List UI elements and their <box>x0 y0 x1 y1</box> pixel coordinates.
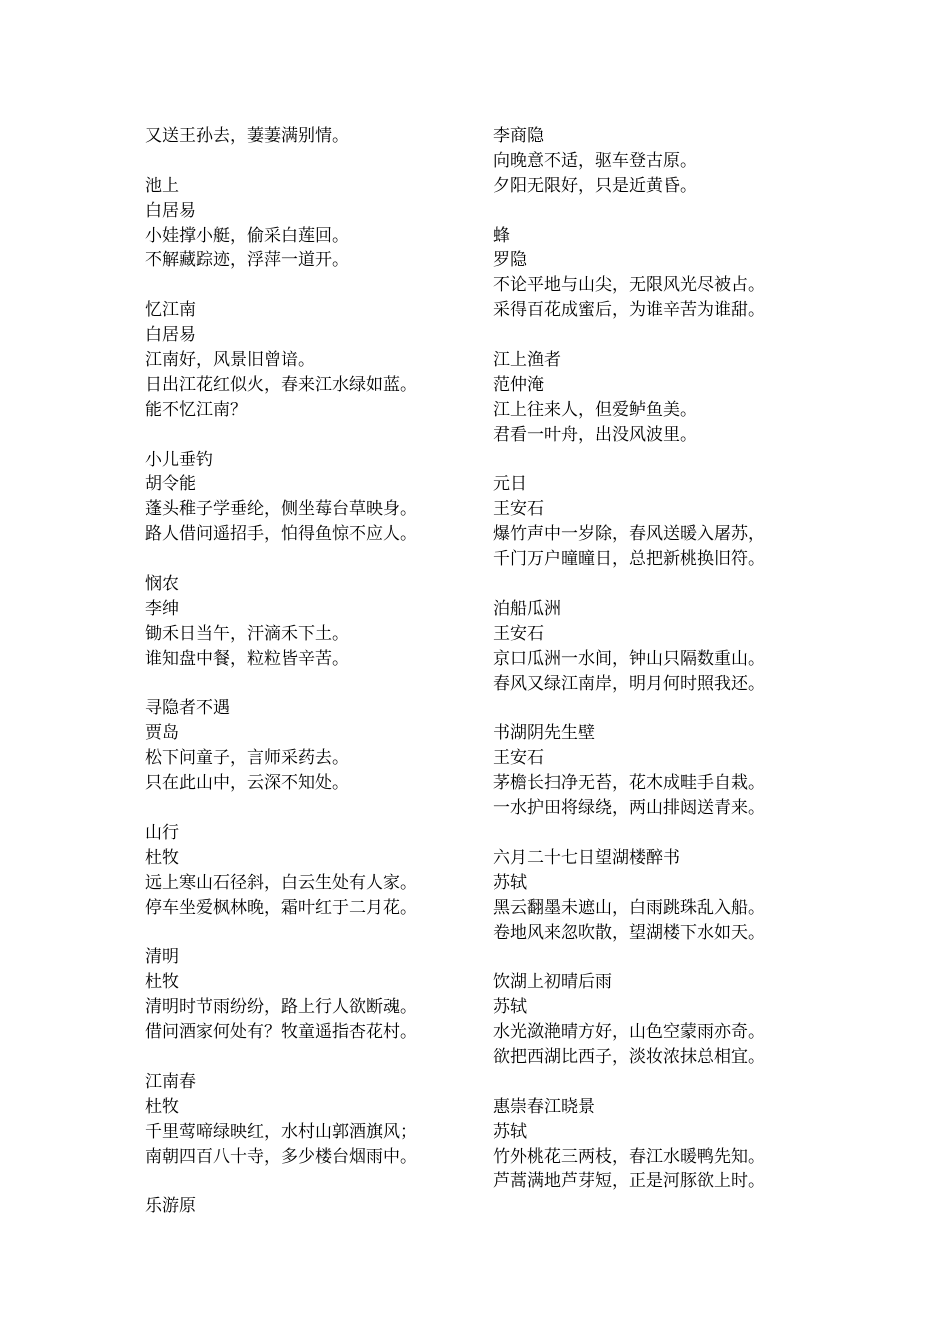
left-text-line: 江南春 <box>145 1071 196 1092</box>
left-text-line: 清明 <box>145 947 179 968</box>
left-text-line: 不解藏踪迹，浮萍一道开。 <box>145 250 349 271</box>
right-text-line: 欲把西湖比西子，淡妆浓抹总相宜。 <box>493 1046 765 1067</box>
right-text-line: 京口瓜洲一水间，钟山只隔数重山。 <box>493 648 765 669</box>
left-text-line: 松下问童子，言师采药去。 <box>145 748 349 769</box>
right-column <box>493 124 823 1194</box>
right-text-line: 江上渔者 <box>493 350 561 371</box>
left-text-line: 小娃撑小艇，偷采白莲回。 <box>145 225 349 246</box>
left-text-line: 又送王孙去，萋萋满别情。 <box>145 126 349 146</box>
right-text-line: 泊船瓜洲 <box>493 598 561 619</box>
left-text-line: 乐游原 <box>145 1196 196 1217</box>
right-blank-line <box>493 199 823 224</box>
right-text-line: 苏轼 <box>493 872 527 893</box>
right-text-line: 水光潋滟晴方好，山色空蒙雨亦奇。 <box>493 1022 765 1043</box>
right-text-line: 向晚意不适，驱车登古原。 <box>493 150 697 171</box>
left-text-line: 远上寒山石径斜，白云生处有人家。 <box>145 872 417 893</box>
left-blank-line <box>145 1045 475 1070</box>
left-text-line: 胡令能 <box>145 474 196 495</box>
left-text-line: 贾岛 <box>145 723 179 744</box>
left-text-line: 白居易 <box>145 325 196 346</box>
left-blank-line <box>145 423 475 448</box>
left-text-line: 锄禾日当午，汗滴禾下土。 <box>145 623 349 644</box>
left-text-line: 寻隐者不遇 <box>145 698 230 719</box>
right-text-line: 王安石 <box>493 623 544 644</box>
left-blank-line <box>145 672 475 697</box>
left-blank-line <box>145 149 475 174</box>
left-text-line: 借问酒家何处有？牧童遥指杏花村。 <box>145 1022 417 1043</box>
left-text-line: 江南好，风景旧曾谙。 <box>145 350 315 371</box>
left-text-line: 杜牧 <box>145 972 179 993</box>
right-text-line: 采得百花成蜜后，为谁辛苦为谁甜。 <box>493 300 765 321</box>
right-text-line: 不论平地与山尖，无限风光尽被占。 <box>493 275 765 296</box>
left-text-line: 能不忆江南？ <box>145 399 247 420</box>
left-text-line: 池上 <box>145 175 179 196</box>
right-text-line: 王安石 <box>493 499 544 520</box>
left-text-line: 停车坐爱枫林晚，霜叶红于二月花。 <box>145 897 417 918</box>
left-text-line: 忆江南 <box>145 300 196 321</box>
right-text-line: 卷地风来忽吹散，望湖楼下水如天。 <box>493 922 765 943</box>
left-text-line: 千里莺啼绿映红，水村山郭酒旗风； <box>145 1121 417 1142</box>
right-text-line: 芦蒿满地芦芽短，正是河豚欲上时。 <box>493 1171 765 1192</box>
right-blank-line <box>493 1070 823 1095</box>
right-text-line: 饮湖上初晴后雨 <box>493 972 612 993</box>
left-blank-line <box>145 1169 475 1194</box>
right-text-line: 李商隐 <box>493 126 544 146</box>
right-text-line: 六月二十七日望湖楼醉书 <box>493 847 680 868</box>
right-text-line: 罗隐 <box>493 250 527 271</box>
right-blank-line <box>493 696 823 721</box>
right-text-line: 江上往来人，但爱鲈鱼美。 <box>493 399 697 420</box>
right-text-line: 君看一叶舟，出没风波里。 <box>493 424 697 445</box>
left-text-line: 杜牧 <box>145 847 179 868</box>
right-blank-line <box>493 945 823 970</box>
left-text-line: 白居易 <box>145 200 196 221</box>
right-blank-line <box>493 448 823 473</box>
right-text-line: 王安石 <box>493 748 544 769</box>
left-blank-line <box>145 921 475 946</box>
right-text-line: 茅檐长扫净无苔，花木成畦手自栽。 <box>493 773 765 794</box>
left-text-line: 南朝四百八十寺，多少楼台烟雨中。 <box>145 1146 417 1167</box>
left-text-line: 谁知盘中餐，粒粒皆辛苦。 <box>145 648 349 669</box>
left-column <box>145 124 475 1219</box>
left-text-line: 日出江花红似火，春来江水绿如蓝。 <box>145 374 417 395</box>
right-blank-line <box>493 323 823 348</box>
right-text-line: 竹外桃花三两枝，春江水暖鸭先知。 <box>493 1146 765 1167</box>
left-text-line: 只在此山中，云深不知处。 <box>145 773 349 794</box>
left-text-line: 蓬头稚子学垂纶，侧坐莓台草映身。 <box>145 499 417 520</box>
right-text-line: 春风又绿江南岸，明月何时照我还。 <box>493 673 765 694</box>
left-blank-line <box>145 273 475 298</box>
right-text-line: 书湖阴先生壁 <box>493 723 595 744</box>
right-blank-line <box>493 572 823 597</box>
left-blank-line <box>145 796 475 821</box>
right-text-line: 范仲淹 <box>493 374 544 395</box>
right-text-line: 黑云翻墨未遮山，白雨跳珠乱入船。 <box>493 897 765 918</box>
right-text-line: 一水护田将绿绕，两山排闼送青来。 <box>493 798 765 819</box>
left-text-line: 李绅 <box>145 598 179 619</box>
left-text-line: 小儿垂钓 <box>145 449 213 470</box>
left-blank-line <box>145 547 475 572</box>
left-text-line: 悯农 <box>145 574 179 595</box>
left-text-line: 清明时节雨纷纷，路上行人欲断魂。 <box>145 997 417 1018</box>
right-text-line: 元日 <box>493 474 527 495</box>
right-text-line: 惠崇春江晓景 <box>493 1096 595 1117</box>
right-blank-line <box>493 821 823 846</box>
right-text-line: 爆竹声中一岁除，春风送暖入屠苏， <box>493 524 765 545</box>
left-text-line: 山行 <box>145 822 179 843</box>
right-text-line: 苏轼 <box>493 997 527 1018</box>
right-text-line: 苏轼 <box>493 1121 527 1142</box>
right-text-line: 蜂 <box>493 225 510 246</box>
right-text-line: 夕阳无限好，只是近黄昏。 <box>493 175 697 196</box>
right-text-line: 千门万户曈曈日，总把新桃换旧符。 <box>493 549 765 570</box>
left-text-line: 杜牧 <box>145 1096 179 1117</box>
left-text-line: 路人借问遥招手，怕得鱼惊不应人。 <box>145 524 417 545</box>
